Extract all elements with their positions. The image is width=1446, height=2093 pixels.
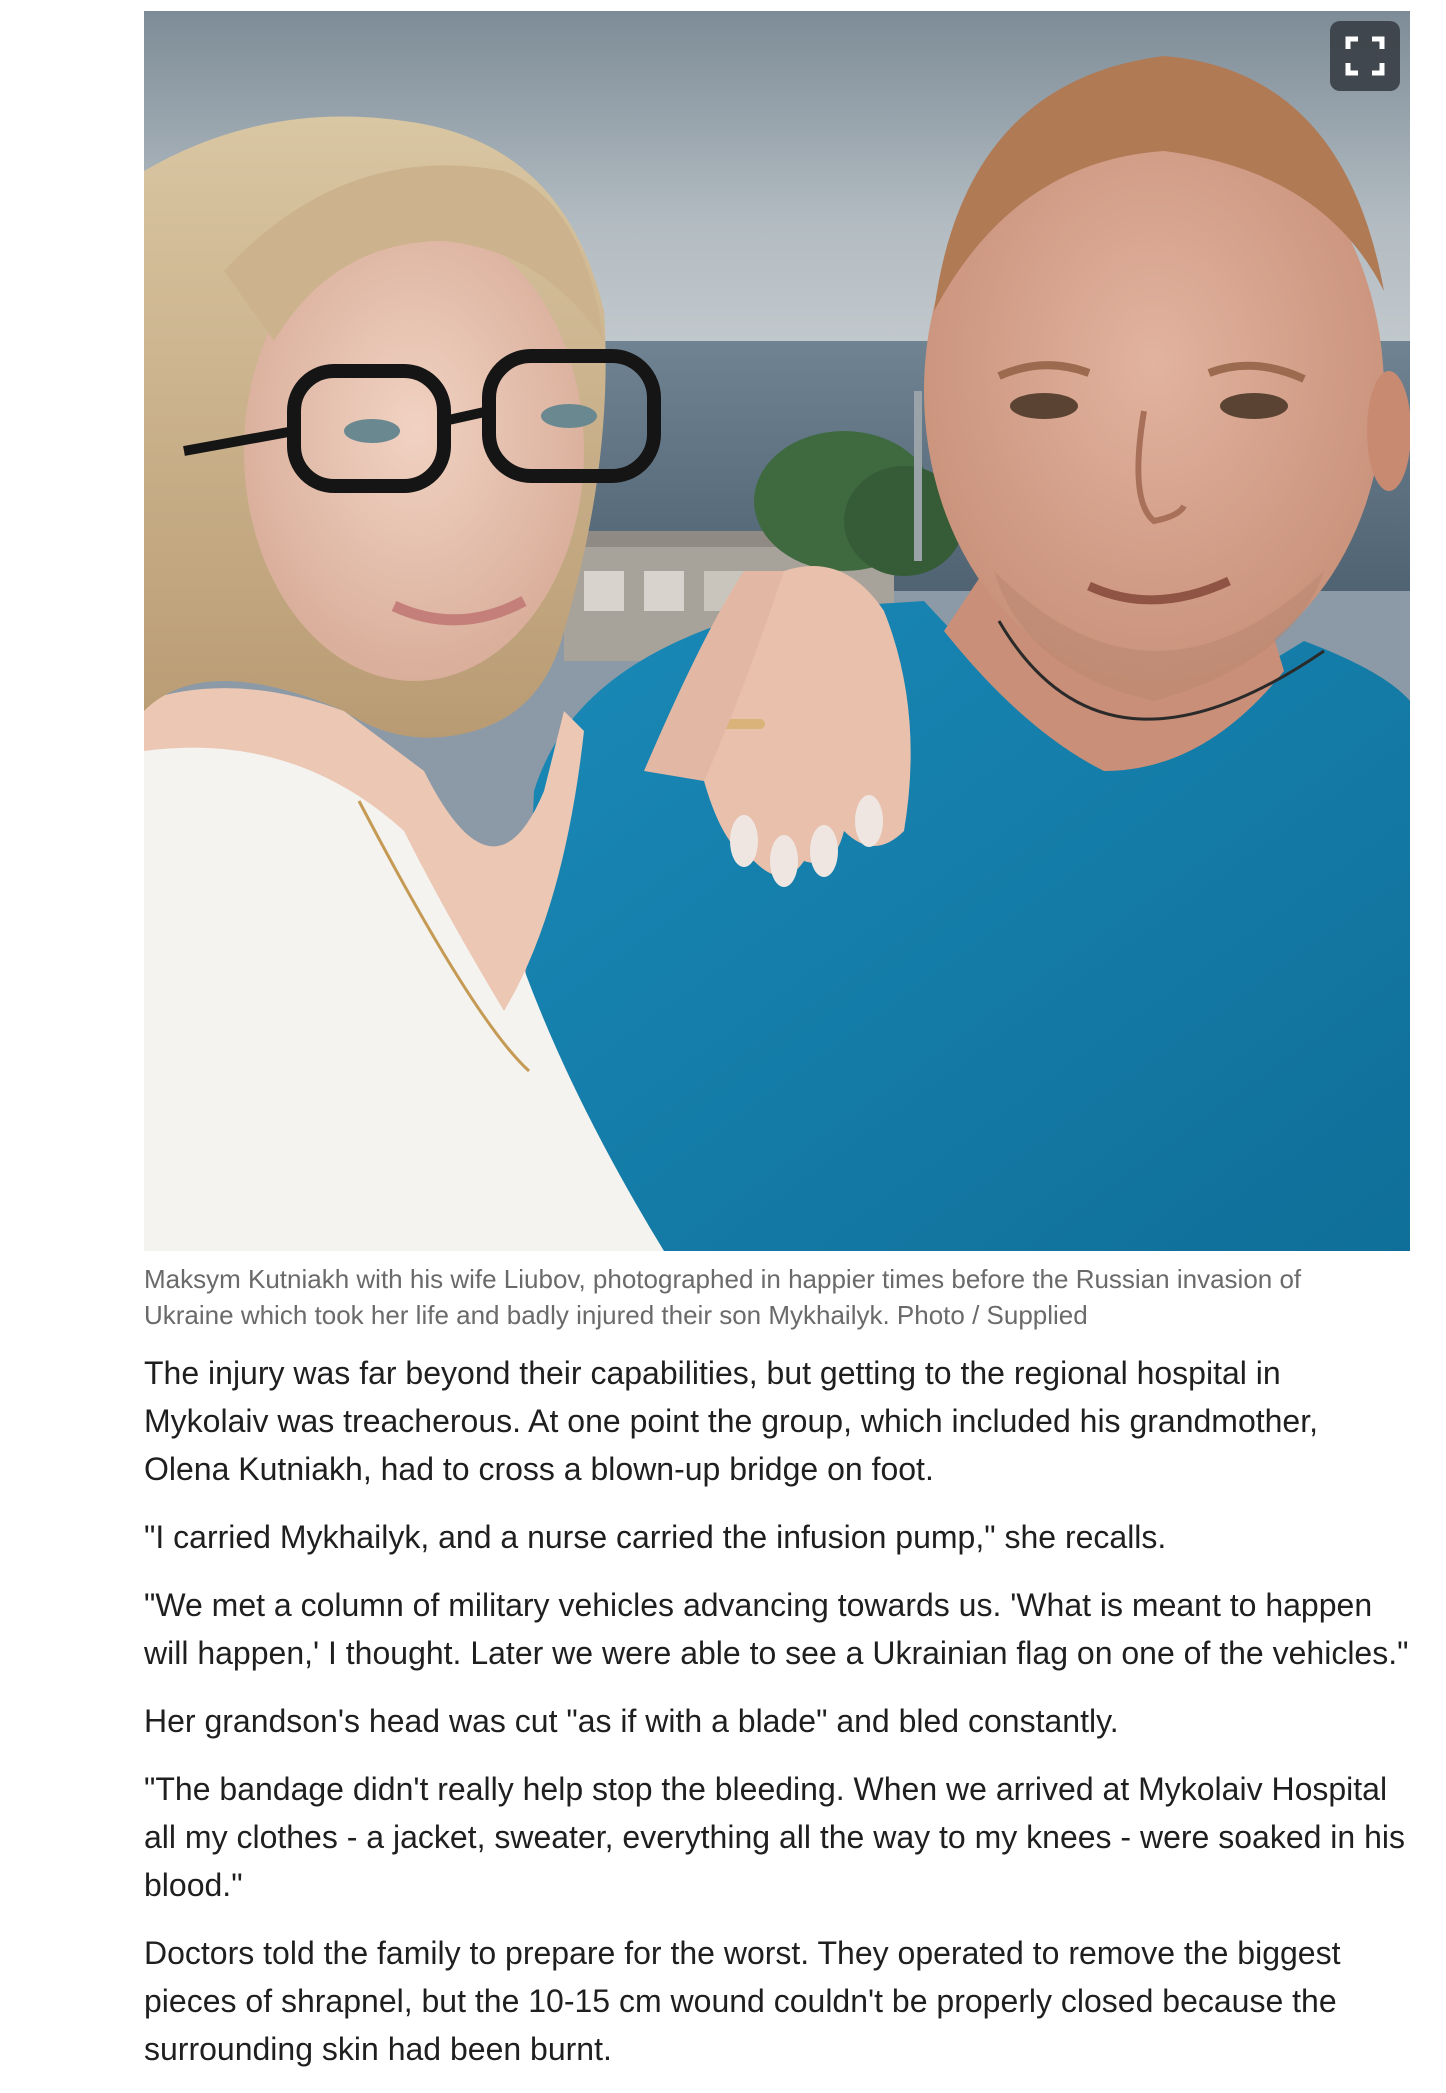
paragraph: "The bandage didn't really help stop the bleeding. When we arrived at Mykolaiv Hospital all my clothes - a jacket, sweater, everything all the way to my knees - were soaked in his blood." <box>144 1771 1405 1903</box>
article <box>144 11 1410 2093</box>
article-body <box>144 1349 1410 2073</box>
fullscreen-expand-icon <box>1344 35 1386 77</box>
paragraph: "I carried Mykhailyk, and a nurse carried the infusion pump," she recalls. <box>144 1519 1167 1555</box>
paragraph: Doctors told the family to prepare for the worst. They operated to remove the biggest pieces of shrapnel, but the 10-15 cm wound couldn't be properly closed because the surrounding skin had been burnt. <box>144 1935 1341 2067</box>
paragraph: The injury was far beyond their capabilities, but getting to the regional hospital in Mykolaiv was treacherous. At one point the group, which included his grandmother, Olena Kutniakh, had to cross a blown-up bridge on foot. <box>144 1355 1318 1487</box>
paragraph: "We met a column of military vehicles advancing towards us. 'What is meant to happen will happen,' I thought. Later we were able to see a Ukrainian flag on one of the vehicles." <box>144 1587 1409 1671</box>
fullscreen-button[interactable] <box>1330 21 1400 91</box>
article-photo[interactable] <box>144 11 1410 1251</box>
photo-image <box>144 11 1410 1251</box>
photo-caption: Maksym Kutniakh with his wife Liubov, photographed in happier times before the Russian invasion of Ukraine which took her life and badly injured their son Mykhailyk. Photo / Supplied <box>144 1264 1302 1330</box>
paragraph: Her grandson's head was cut "as if with a blade" and bled constantly. <box>144 1703 1119 1739</box>
